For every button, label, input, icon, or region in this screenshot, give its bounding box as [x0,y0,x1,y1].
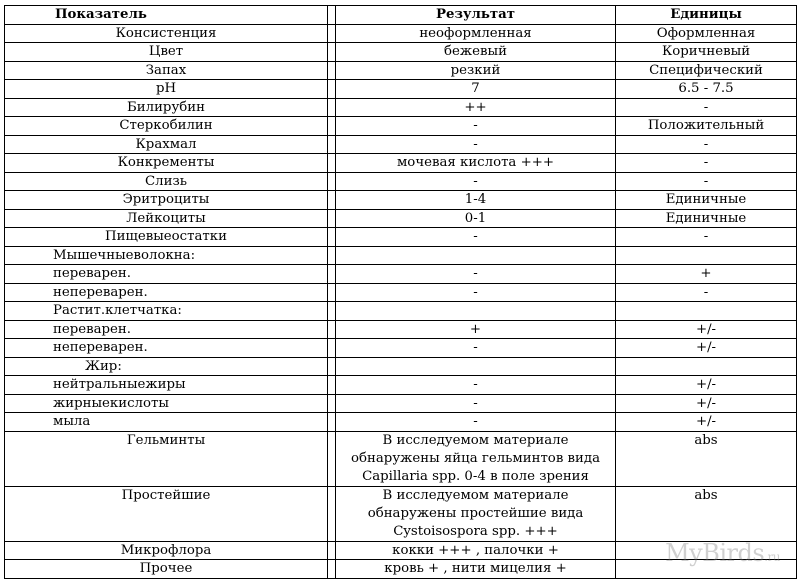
row-indicator: непереварен. [5,283,328,302]
row-spacer [328,98,336,117]
row-result: - [336,228,616,247]
row-indicator: Мышечныеволокна: [5,246,328,265]
row-result: - [336,265,616,284]
row-units: Оформленная [616,24,797,43]
table-row [5,486,797,541]
row-spacer [328,357,336,376]
header-indicator: Показатель [5,6,328,25]
row-units: abs [616,431,797,486]
row-spacer [328,394,336,413]
row-indicator: Стеркобилин [5,117,328,136]
row-spacer [328,560,336,579]
rows-body [5,24,797,578]
row-result: - [336,135,616,154]
table-row [5,172,797,191]
row-spacer [328,135,336,154]
watermark-suffix: .ru [764,550,780,564]
table-row [5,413,797,432]
row-spacer [328,172,336,191]
row-indicator: переварен. [5,320,328,339]
row-result: + [336,320,616,339]
row-spacer [328,154,336,173]
row-indicator: жирныекислоты [5,394,328,413]
row-indicator: переварен. [5,265,328,284]
row-result: резкий [336,61,616,80]
row-units: +/- [616,339,797,358]
row-result: 1-4 [336,191,616,210]
row-result [336,246,616,265]
row-result: - [336,283,616,302]
row-units: Коричневый [616,43,797,62]
row-units: +/- [616,394,797,413]
row-units: - [616,172,797,191]
header-result: Результат [336,6,616,25]
row-indicator: Прочее [5,560,328,579]
row-indicator: Пищевыеостатки [5,228,328,247]
row-result: В исследуемом материале обнаружены простейшие вида Cystoisospora spp. +++ [336,486,616,541]
header-empty [328,6,336,25]
table-row [5,283,797,302]
row-units [616,246,797,265]
row-units: + [616,265,797,284]
row-spacer [328,302,336,321]
row-result: бежевый [336,43,616,62]
results-table [4,5,797,579]
row-units: Единичные [616,209,797,228]
row-spacer [328,413,336,432]
row-indicator: мыла [5,413,328,432]
row-indicator: Крахмал [5,135,328,154]
row-result: - [336,376,616,395]
header-row [5,6,797,25]
row-indicator: Микрофлора [5,541,328,560]
row-result: - [336,394,616,413]
row-units: - [616,98,797,117]
row-spacer [328,61,336,80]
row-indicator: Растит.клетчатка: [5,302,328,321]
row-units [616,357,797,376]
row-units [616,302,797,321]
row-spacer [328,246,336,265]
row-result: В исследуемом материале обнаружены яйца гельминтов вида Capillaria spp. 0-4 в поле зрения [336,431,616,486]
watermark-brand: MyBirds [665,539,765,567]
table-row [5,302,797,321]
row-units: Положительный [616,117,797,136]
row-units: Единичные [616,191,797,210]
row-spacer [328,265,336,284]
row-result: 7 [336,80,616,99]
row-result: 0-1 [336,209,616,228]
row-units: abs [616,486,797,541]
row-indicator: нейтральныежиры [5,376,328,395]
row-spacer [328,191,336,210]
table-row [5,24,797,43]
row-result: - [336,172,616,191]
row-result: - [336,117,616,136]
row-indicator: Жир: [5,357,328,376]
table-row [5,98,797,117]
row-result: ++ [336,98,616,117]
row-result: - [336,339,616,358]
row-indicator: Слизь [5,172,328,191]
row-spacer [328,117,336,136]
row-indicator: Лейкоциты [5,209,328,228]
watermark [665,539,780,567]
row-spacer [328,541,336,560]
row-spacer [328,228,336,247]
row-units: - [616,135,797,154]
row-spacer [328,339,336,358]
row-indicator: непереварен. [5,339,328,358]
table-row [5,61,797,80]
table-row [5,246,797,265]
row-result: мочевая кислота +++ [336,154,616,173]
row-spacer [328,431,336,486]
row-indicator: Эритроциты [5,191,328,210]
table-row [5,135,797,154]
row-units: +/- [616,376,797,395]
row-units: +/- [616,320,797,339]
row-indicator: Консистенция [5,24,328,43]
row-spacer [328,209,336,228]
row-result: кокки +++ , палочки + [336,541,616,560]
row-units: - [616,283,797,302]
row-spacer [328,283,336,302]
row-spacer [328,320,336,339]
row-indicator: Билирубин [5,98,328,117]
row-spacer [328,24,336,43]
row-indicator: Простейшие [5,486,328,541]
table-row [5,320,797,339]
table-row [5,154,797,173]
row-indicator: pH [5,80,328,99]
row-units: - [616,154,797,173]
table-row [5,80,797,99]
row-spacer [328,486,336,541]
table-row [5,394,797,413]
row-indicator: Конкременты [5,154,328,173]
row-spacer [328,80,336,99]
table-row [5,43,797,62]
table-row [5,339,797,358]
table-row [5,431,797,486]
table-row [5,209,797,228]
header-units: Единицы [616,6,797,25]
row-spacer [328,43,336,62]
table-row [5,376,797,395]
row-result [336,302,616,321]
table-row [5,357,797,376]
row-indicator: Цвет [5,43,328,62]
row-units: Специфический [616,61,797,80]
table-row [5,228,797,247]
table-row [5,191,797,210]
table-row [5,265,797,284]
row-result [336,357,616,376]
row-result: неоформленная [336,24,616,43]
row-result: - [336,413,616,432]
row-result: кровь + , нити мицелия + [336,560,616,579]
row-units: 6.5 - 7.5 [616,80,797,99]
row-units: - [616,228,797,247]
table-row [5,117,797,136]
row-units: +/- [616,413,797,432]
row-indicator: Гельминты [5,431,328,486]
row-indicator: Запах [5,61,328,80]
row-spacer [328,376,336,395]
